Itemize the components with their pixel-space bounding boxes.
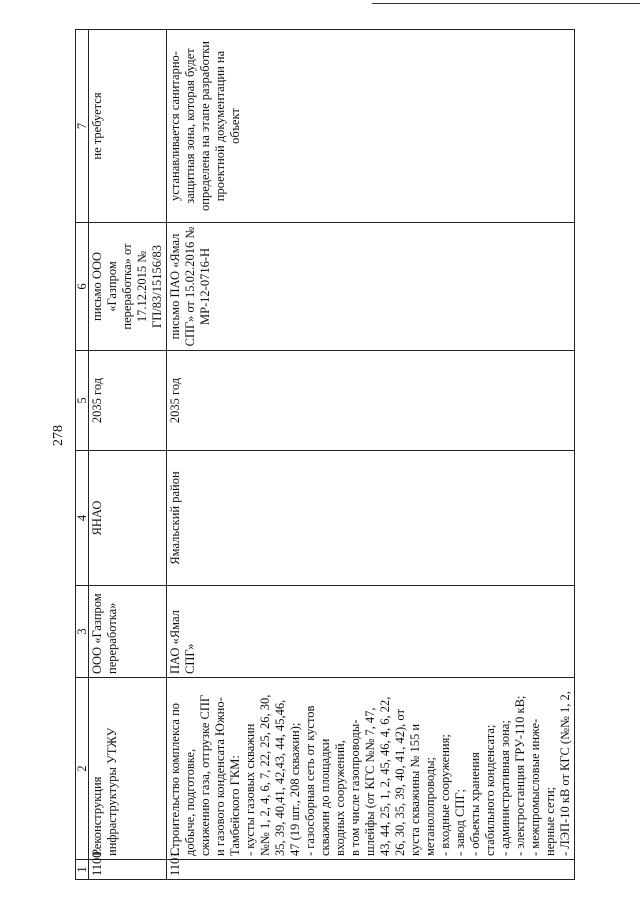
row-organization: ПАО «Ямал СПГ» xyxy=(167,586,575,678)
row-year: 2035 год xyxy=(167,351,575,451)
description-line: 26, 30, 35, 39, 40, 41, 42), от xyxy=(393,709,407,856)
description-line: - завод СПГ; xyxy=(453,788,467,856)
description-line: входных сооружений, xyxy=(333,740,347,856)
row-region: Ямальский район xyxy=(167,451,575,586)
description-line: 47 (19 шт., 208 скважин); xyxy=(288,722,302,856)
page-number: 278 xyxy=(51,425,66,446)
description-line: куста скважины № 155 и xyxy=(408,723,422,856)
description-line: скважин до площадки xyxy=(318,738,332,856)
row-note: устанавливается санитарно-защитная зона, которая будет определена на этапе разработки проектной документации на объект xyxy=(167,30,575,223)
description-line: - электростанция ГРУ-110 кВ; xyxy=(513,695,527,856)
row-document: письмо ПАО «Ямал СПГ» от 15.02.2016 № МР-12-0716-Н xyxy=(167,223,575,351)
column-number: 6 xyxy=(76,223,89,351)
column-number: 7 xyxy=(76,30,89,223)
description-line: №№ 1, 2, 4, 6, 7, 22, 25, 26, 30, xyxy=(258,694,272,856)
row-number: 1101. xyxy=(167,860,575,880)
description-line: - объекты хранения xyxy=(468,752,482,856)
description-line: стабильного конденсата; xyxy=(483,724,497,856)
description-line: в том числе газопроводы- xyxy=(348,719,362,856)
description-line: - газосборная сеть от кустов xyxy=(303,705,317,856)
description-line: нерные сети; xyxy=(543,786,557,856)
column-number-row xyxy=(76,30,89,880)
column-number: 3 xyxy=(76,586,89,678)
description-line: Реконструкция xyxy=(90,776,104,856)
description-line: сжижению газа, отгрузке СПГ xyxy=(198,694,212,856)
row-organization: ООО «Газпром переработка» xyxy=(89,586,167,678)
infrastructure-table xyxy=(75,29,575,880)
row-note: не требуется xyxy=(89,30,167,223)
description-line: метанолопроводы; xyxy=(423,756,437,856)
row-description xyxy=(89,678,167,860)
description-line: - ЛЭП-10 кВ от КГС (№№ 1, 2, xyxy=(558,691,572,856)
description-line: и газового конденсата Южно- xyxy=(213,697,227,856)
description-line: - административная зона; xyxy=(498,720,512,856)
table-row xyxy=(167,30,575,880)
description-line: добыче, подготовке, xyxy=(183,748,197,856)
table-row xyxy=(89,30,167,880)
row-year: 2035 год xyxy=(89,351,167,451)
description-line: Строительство комплекса по xyxy=(168,702,182,856)
row-document: письмо ООО «Газпром переработка» от 17.12.2015 № ГП/83/15156/83 xyxy=(89,223,167,351)
column-number: 4 xyxy=(76,451,89,586)
description-line: 35, 39, 40,41, 42,43, 44, 45,46, xyxy=(273,699,287,856)
description-line: - кусты газовых скважин xyxy=(243,723,257,856)
description-line: 43, 44, 25, 1, 2, 45, 46, 4, 6, 22, xyxy=(378,696,392,856)
description-line: шлейфы (от КГС №№ 7, 47, xyxy=(363,707,377,856)
description-line: - межпромысловые инже- xyxy=(528,718,542,856)
row-description xyxy=(167,678,575,860)
description-line: инфраструктуры УТЖУ xyxy=(105,727,119,856)
document-table-rotated xyxy=(75,30,572,880)
scan-edge-line xyxy=(372,3,640,4)
column-number: 5 xyxy=(76,351,89,451)
description-line: - входные сооружения; xyxy=(438,734,452,856)
column-number: 1 xyxy=(76,860,89,880)
description-line: Тамбейского ГКМ: xyxy=(228,755,242,856)
row-number: 1100. xyxy=(89,860,167,880)
column-number: 2 xyxy=(76,678,89,860)
row-region: ЯНАО xyxy=(89,451,167,586)
